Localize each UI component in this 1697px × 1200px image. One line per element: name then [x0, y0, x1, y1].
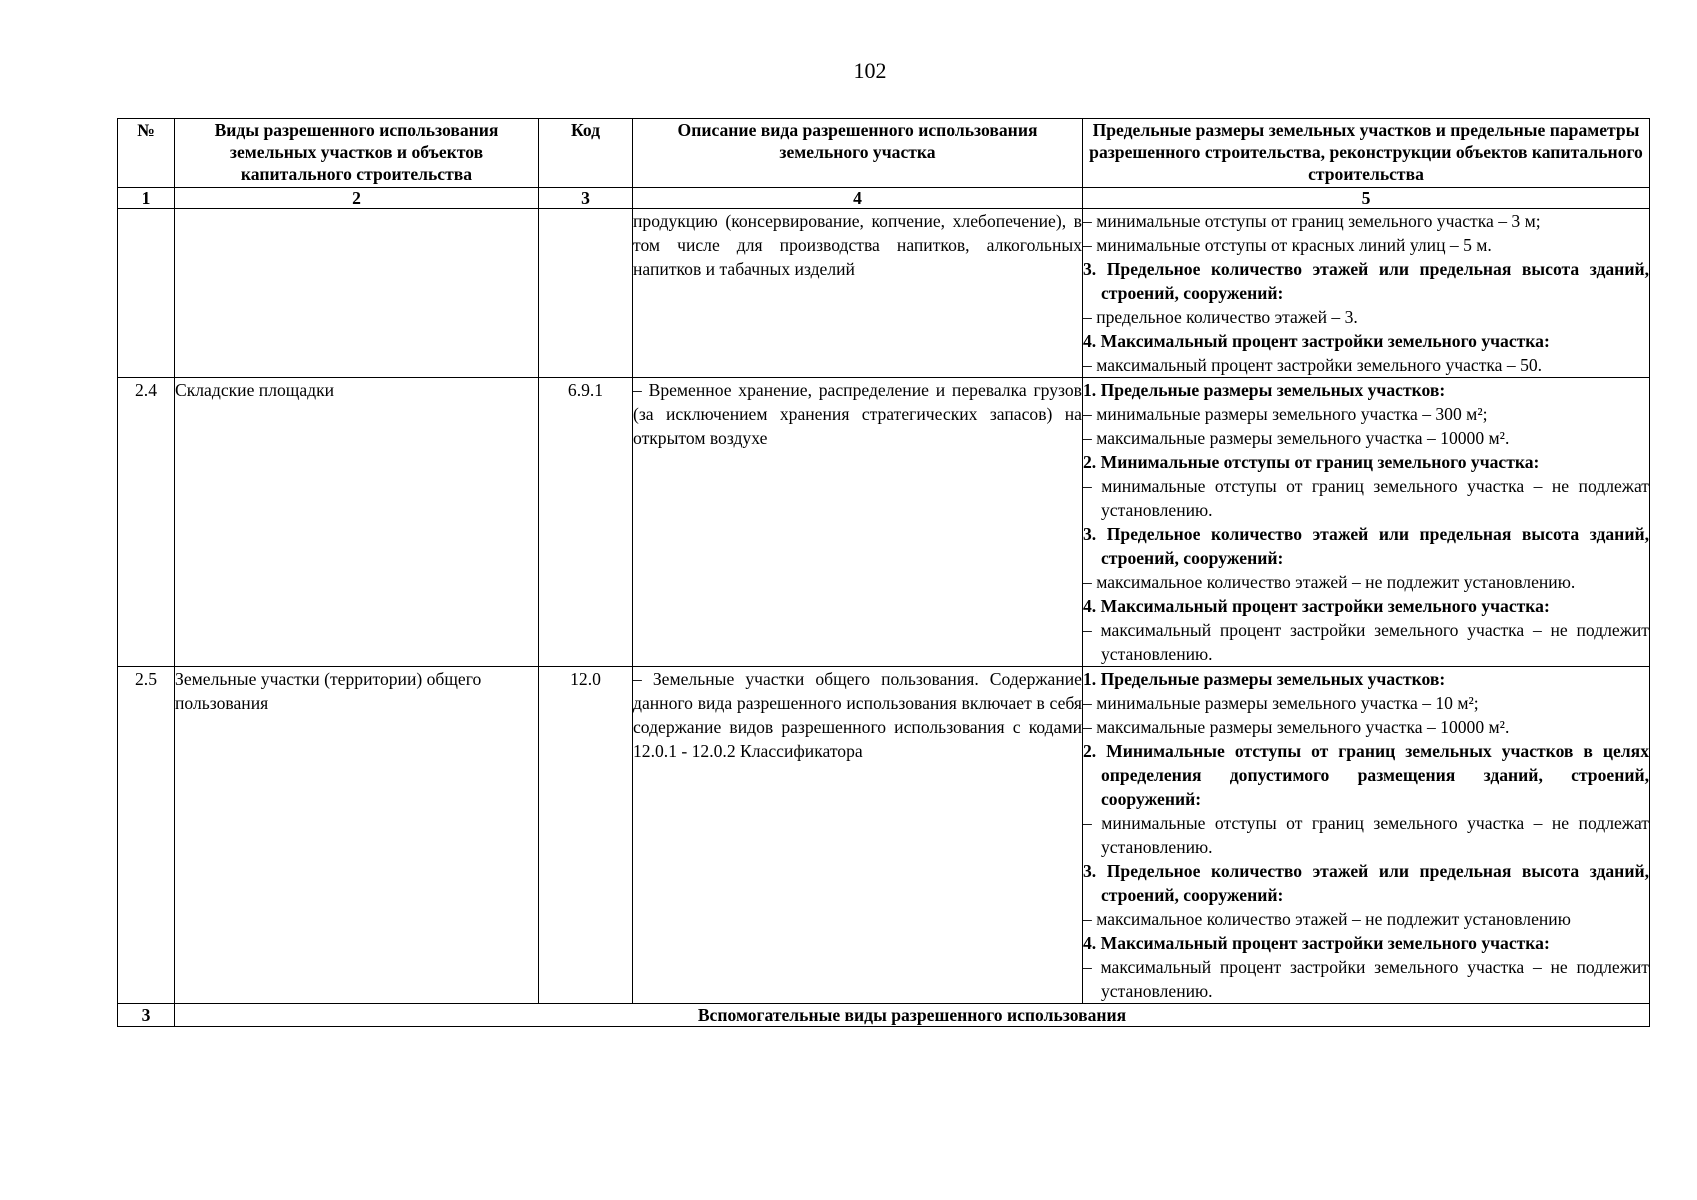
section-row	[118, 1004, 1650, 1027]
param-line: – минимальные отступы от границ земельного участка – не подлежат установлению.	[1083, 476, 1649, 520]
param-line: – максимальные размеры земельного участка – 10000 м².	[1083, 717, 1510, 737]
param-heading: 1. Предельные размеры земельных участков:	[1083, 669, 1446, 689]
param-heading: 3. Предельное количество этажей или предельная высота зданий, строений, сооружений:	[1083, 259, 1649, 303]
row-number	[118, 209, 175, 378]
row-use-type: Складские площадки	[175, 378, 539, 667]
param-heading: 2. Минимальные отступы от границ земельного участка:	[1083, 452, 1540, 472]
column-numbers-row	[118, 188, 1650, 209]
table-row	[118, 209, 1650, 378]
column-number: 5	[1083, 188, 1650, 209]
param-line: – минимальные отступы от границ земельного участка – 3 м;	[1083, 211, 1541, 231]
row-description	[633, 378, 1083, 667]
header-description: Описание вида разрешенного использования земельного участка	[633, 119, 1083, 188]
page-number: 102	[853, 58, 887, 83]
param-line: – максимальный процент застройки земельного участка – не подлежит установлению.	[1083, 620, 1649, 664]
param-line: – максимальный процент застройки земельного участка – 50.	[1083, 355, 1543, 375]
header-num: №	[118, 119, 175, 188]
column-number: 3	[539, 188, 633, 209]
description-text: – Земельные участки общего пользования. Содержание данного вида разрешенного использования включает в себя содержание видов разрешенного использования с кодами 12.0.1 - 12.0.2 Классификатора	[633, 669, 1082, 761]
param-heading: 3. Предельное количество этажей или предельная высота зданий, строений, сооружений:	[1083, 861, 1649, 905]
row-code	[539, 209, 633, 378]
row-use-type	[175, 209, 539, 378]
section-caption: Вспомогательные виды разрешенного использования	[175, 1004, 1650, 1027]
param-line: – максимальное количество этажей – не подлежит установлению	[1083, 909, 1571, 929]
param-heading: 1. Предельные размеры земельных участков:	[1083, 380, 1446, 400]
column-number: 2	[175, 188, 539, 209]
param-heading: 4. Максимальный процент застройки земельного участка:	[1083, 933, 1550, 953]
description-text: продукцию (консервирование, копчение, хлебопечение), в том числе для производства напитков, алкогольных напитков и табачных изделий	[633, 211, 1082, 279]
row-params	[1083, 209, 1650, 378]
column-number: 4	[633, 188, 1083, 209]
section-number: 3	[118, 1004, 175, 1027]
description-text: – Временное хранение, распределение и перевалка грузов (за исключением хранения стратегических запасов) на открытом воздухе	[633, 380, 1082, 448]
table-header-row	[118, 119, 1650, 188]
row-description	[633, 667, 1083, 1004]
row-code: 6.9.1	[539, 378, 633, 667]
row-number: 2.5	[118, 667, 175, 1004]
param-line: – минимальные отступы от границ земельного участка – не подлежат установлению.	[1083, 813, 1649, 857]
param-line: – максимальные размеры земельного участка – 10000 м².	[1083, 428, 1510, 448]
table-row	[118, 667, 1650, 1004]
row-use-type: Земельные участки (территории) общего пользования	[175, 667, 539, 1004]
param-heading: 2. Минимальные отступы от границ земельных участков в целях определения допустимого размещения зданий, строений, сооружений:	[1083, 741, 1649, 809]
param-line: – предельное количество этажей – 3.	[1083, 307, 1358, 327]
param-line: – максимальное количество этажей – не подлежит установлению.	[1083, 572, 1576, 592]
row-code: 12.0	[539, 667, 633, 1004]
param-heading: 3. Предельное количество этажей или предельная высота зданий, строений, сооружений:	[1083, 524, 1649, 568]
header-params: Предельные размеры земельных участков и предельные параметры разрешенного строительства, реконструкции объектов капитального строительства	[1083, 119, 1650, 188]
param-heading: 4. Максимальный процент застройки земельного участка:	[1083, 331, 1550, 351]
param-line: – минимальные отступы от красных линий улиц – 5 м.	[1083, 235, 1492, 255]
param-line: – минимальные размеры земельного участка – 300 м²;	[1083, 404, 1488, 424]
param-line: – минимальные размеры земельного участка – 10 м²;	[1083, 693, 1479, 713]
table-row	[118, 378, 1650, 667]
header-code: Код	[539, 119, 633, 188]
param-line: – максимальный процент застройки земельного участка – не подлежит установлению.	[1083, 957, 1649, 1001]
row-description	[633, 209, 1083, 378]
header-types: Виды разрешенного использования земельных участков и объектов капитального строительства	[175, 119, 539, 188]
param-heading: 4. Максимальный процент застройки земельного участка:	[1083, 596, 1550, 616]
land-use-table	[117, 118, 1650, 1027]
row-number: 2.4	[118, 378, 175, 667]
column-number: 1	[118, 188, 175, 209]
row-params	[1083, 378, 1650, 667]
row-params	[1083, 667, 1650, 1004]
